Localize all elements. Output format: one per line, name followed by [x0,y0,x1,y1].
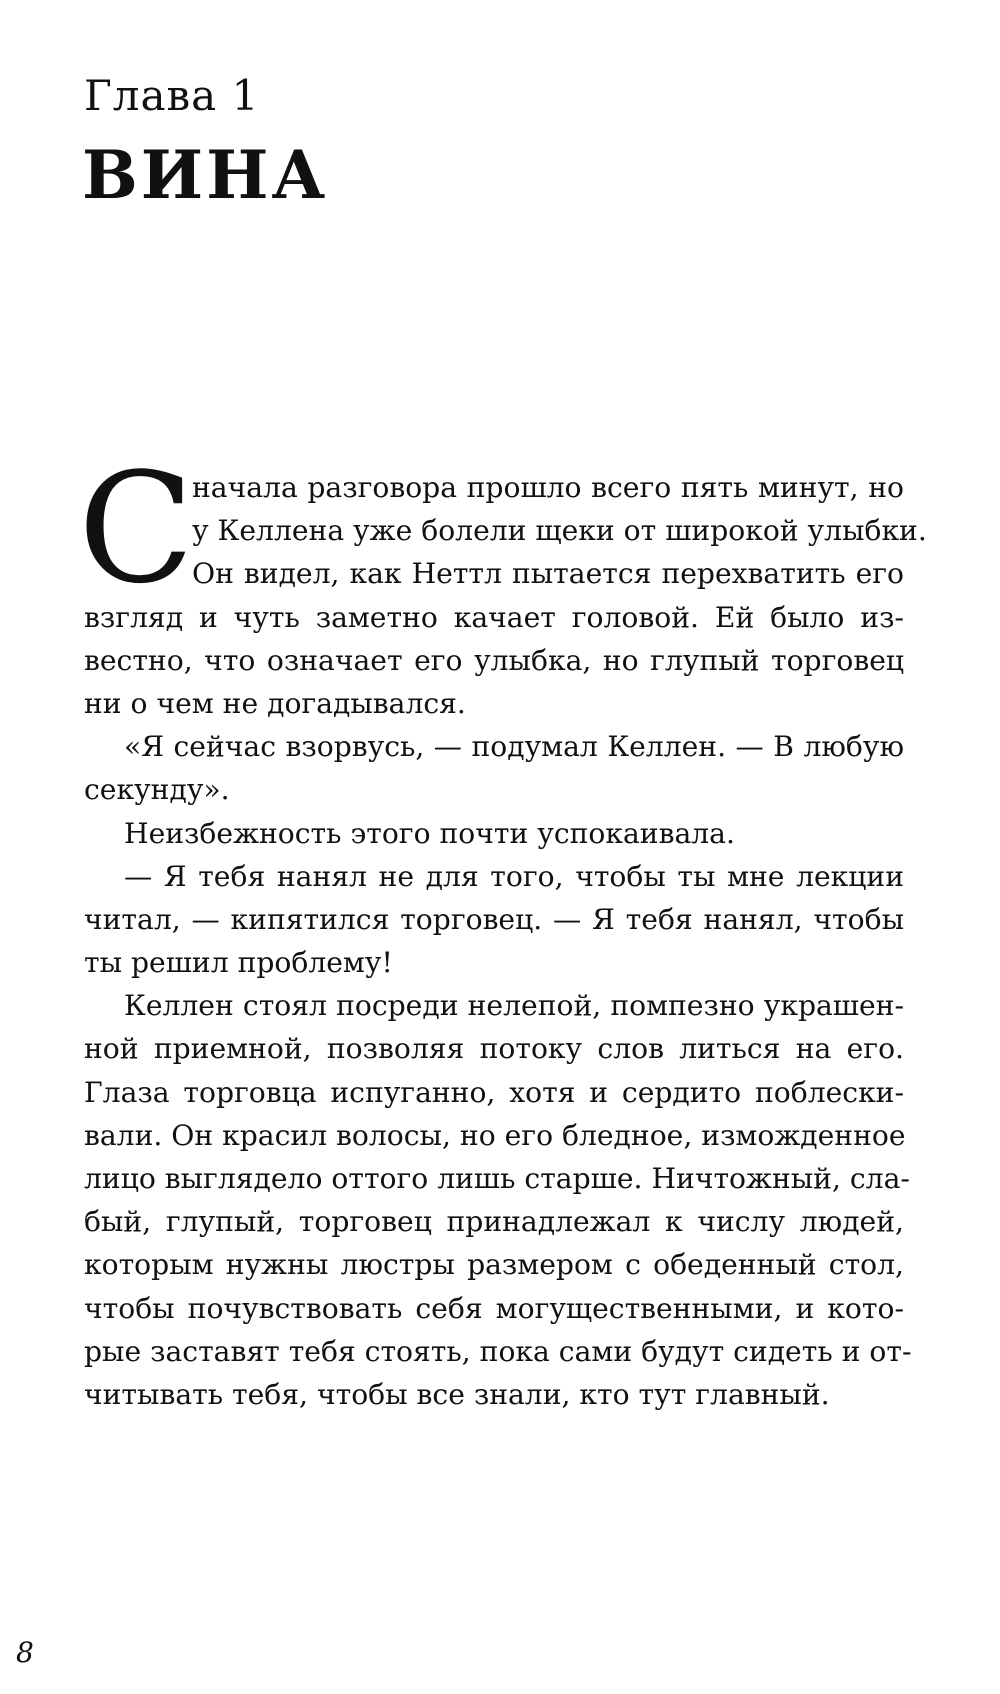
text-line: начала разговора прошло всего пять минут, но [192,471,904,504]
text-line: — Я тебя нанял не для того, чтобы ты мне лекции [124,859,904,893]
drop-cap: С [78,440,195,617]
text-line: рые заставят тебя стоять, пока сами будут сидеть и от- [84,1334,912,1368]
text-line: вали. Он красил волосы, но его бледное, изможденное [84,1118,906,1152]
text-line: ни о чем не догадывался. [84,686,466,720]
text-line: у Келлена уже болели щеки от широкой улыбки. [192,514,927,548]
text-line: Глаза торговца испуганно, хотя и сердито поблески- [84,1075,904,1109]
text-line: чтобы почувствовать себя могущественными, и кото- [84,1291,904,1325]
page-number: 8 [16,1636,34,1669]
text-line: Он видел, как Неттл пытается перехватить его [192,557,904,591]
text-line: лицо выглядело оттого лишь старше. Ничтожный, сла- [84,1162,910,1195]
text-line: читал, — кипятился торговец. — Я тебя нанял, чтобы [84,902,904,936]
text-line: «Я сейчас взорвусь, — подумал Келлен. — В любую [124,730,904,764]
text-line: Неизбежность этого почти успокаивала. [124,816,735,850]
text-line: бый, глупый, торговец принадлежал к числу людей, [84,1205,904,1239]
chapter-label: Глава 1 [84,71,260,120]
text-line: Келлен стоял посреди нелепой, помпезно украшен- [124,989,904,1023]
chapter-title: ВИНА [82,136,329,214]
text-line: ты решил проблему! [84,946,393,980]
chapter-body [78,440,927,1416]
text-line: вестно, что означает его улыбка, но глупый торговец [84,643,904,677]
text-line: которым нужны люстры размером с обеденный стол, [84,1248,904,1282]
text-line: секунду». [84,773,230,807]
text-line: читывать тебя, чтобы все знали, кто тут главный. [84,1377,830,1411]
text-line: взгляд и чуть заметно качает головой. Ей было из- [84,600,904,634]
text-line: ной приемной, позволяя потоку слов литься на его. [84,1032,904,1066]
